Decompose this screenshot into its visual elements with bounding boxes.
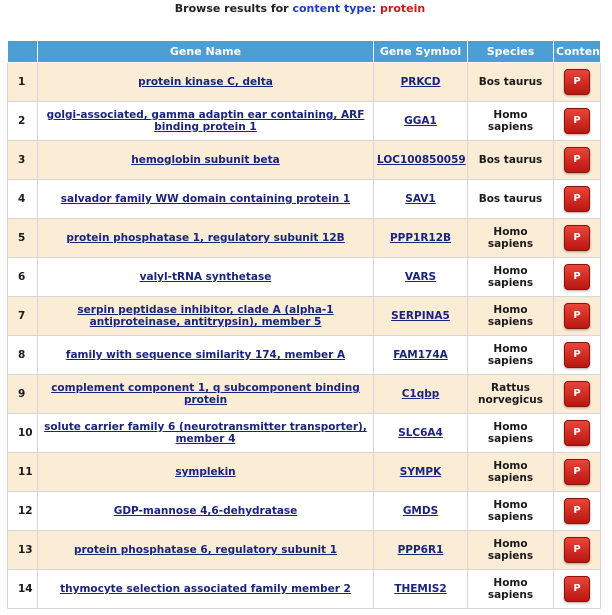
protein-content-button[interactable]: P [564, 342, 590, 368]
contents-cell [554, 258, 601, 297]
gene-name-link[interactable]: serpin peptidase inhibitor, clade A (alpha-1 antiproteinase, antitrypsin), member 5 [77, 304, 334, 328]
heading-value: protein [380, 2, 426, 15]
gene-name-link[interactable]: protein kinase C, delta [138, 76, 273, 88]
species-cell: Homo sapiens [468, 102, 554, 141]
gene-symbol-cell [374, 453, 468, 492]
contents-cell [554, 141, 601, 180]
gene-symbol-link[interactable]: FAM174A [393, 349, 448, 361]
species-cell: Homo sapiens [468, 258, 554, 297]
row-number: 11 [8, 453, 38, 492]
gene-name-link[interactable]: thymocyte selection associated family member 2 [60, 583, 351, 595]
species-cell: Rattus norvegicus [468, 375, 554, 414]
heading-prefix: Browse results for [174, 2, 289, 15]
table-row [8, 258, 601, 297]
gene-name-cell [38, 375, 374, 414]
results-heading [0, 2, 600, 15]
table-row [8, 219, 601, 258]
table-row [8, 414, 601, 453]
contents-cell [554, 492, 601, 531]
gene-symbol-link[interactable]: SAV1 [405, 193, 436, 205]
gene-symbol-cell [374, 219, 468, 258]
gene-name-cell [38, 531, 374, 570]
gene-symbol-link[interactable]: PPP1R12B [389, 232, 452, 244]
row-number: 4 [8, 180, 38, 219]
gene-name-link[interactable]: protein phosphatase 6, regulatory subunit 1 [73, 544, 338, 556]
gene-name-cell [38, 297, 374, 336]
gene-name-cell [38, 63, 374, 102]
contents-cell [554, 375, 601, 414]
column-header-gene-name[interactable]: Gene Name [38, 41, 374, 63]
gene-symbol-link[interactable]: SYMPK [399, 466, 442, 478]
contents-cell [554, 531, 601, 570]
species-cell: Homo sapiens [468, 297, 554, 336]
protein-content-button[interactable]: P [564, 459, 590, 485]
table-row [8, 492, 601, 531]
gene-symbol-link[interactable]: C1qbp [401, 388, 440, 400]
heading-key: content type: [292, 2, 377, 15]
gene-name-cell [38, 258, 374, 297]
table-row [8, 102, 601, 141]
gene-name-cell [38, 219, 374, 258]
species-cell: Homo sapiens [468, 414, 554, 453]
species-cell: Homo sapiens [468, 531, 554, 570]
gene-name-cell [38, 141, 374, 180]
gene-name-link[interactable]: symplekin [175, 466, 236, 478]
gene-symbol-cell [374, 492, 468, 531]
protein-content-button[interactable]: P [564, 498, 590, 524]
results-table [7, 40, 612, 609]
protein-content-button[interactable]: P [564, 147, 590, 173]
gene-symbol-cell [374, 102, 468, 141]
table-row [8, 141, 601, 180]
table-row [8, 63, 601, 102]
species-cell: Bos taurus [468, 141, 554, 180]
table-row [8, 570, 601, 609]
column-header-contents: Contents [554, 41, 601, 63]
gene-symbol-cell [374, 141, 468, 180]
contents-cell [554, 63, 601, 102]
contents-cell [554, 180, 601, 219]
contents-cell [554, 336, 601, 375]
gene-name-cell [38, 102, 374, 141]
gene-name-cell [38, 453, 374, 492]
gene-symbol-link[interactable]: GGA1 [404, 115, 437, 127]
column-header-species[interactable]: Species [468, 41, 554, 63]
table-row [8, 180, 601, 219]
species-cell: Homo sapiens [468, 570, 554, 609]
gene-symbol-link[interactable]: SLC6A4 [398, 427, 443, 439]
gene-name-link[interactable]: complement component 1, q subcomponent binding protein [51, 382, 360, 406]
table-body [8, 63, 601, 609]
gene-name-link[interactable]: solute carrier family 6 (neurotransmitter transporter), member 4 [44, 421, 367, 445]
gene-symbol-cell [374, 570, 468, 609]
column-header-gene-symbol[interactable]: Gene Symbol [374, 41, 468, 63]
gene-symbol-link[interactable]: PRKCD [400, 76, 441, 88]
gene-name-cell [38, 414, 374, 453]
table-row [8, 453, 601, 492]
table-header-row [8, 41, 601, 63]
gene-symbol-link[interactable]: LOC100850059 [377, 154, 466, 166]
row-number: 8 [8, 336, 38, 375]
gene-name-link[interactable]: golgi-associated, gamma adaptin ear containing, ARF binding protein 1 [46, 109, 365, 133]
gene-name-cell [38, 570, 374, 609]
species-cell: Homo sapiens [468, 336, 554, 375]
gene-symbol-cell [374, 414, 468, 453]
gene-name-link[interactable]: hemoglobin subunit beta [131, 154, 280, 166]
column-header-index [8, 41, 38, 63]
row-number: 12 [8, 492, 38, 531]
protein-content-button[interactable]: P [564, 186, 590, 212]
row-number: 9 [8, 375, 38, 414]
gene-symbol-cell [374, 336, 468, 375]
table-row [8, 531, 601, 570]
protein-content-button[interactable]: P [564, 303, 590, 329]
contents-cell [554, 414, 601, 453]
gene-symbol-link[interactable]: SERPINA5 [391, 310, 450, 322]
gene-name-link[interactable]: valyl-tRNA synthetase [139, 271, 272, 283]
protein-content-button[interactable]: P [564, 108, 590, 134]
gene-symbol-cell [374, 180, 468, 219]
table-row [8, 297, 601, 336]
gene-symbol-link[interactable]: VARS [404, 271, 437, 283]
gene-symbol-cell [374, 297, 468, 336]
row-number: 1 [8, 63, 38, 102]
contents-cell [554, 102, 601, 141]
contents-cell [554, 570, 601, 609]
gene-symbol-link[interactable]: PPP6R1 [397, 544, 444, 556]
row-number: 2 [8, 102, 38, 141]
protein-content-button[interactable]: P [564, 381, 590, 407]
gene-name-link[interactable]: GDP-mannose 4,6-dehydratase [113, 505, 298, 517]
row-number: 5 [8, 219, 38, 258]
table-row [8, 336, 601, 375]
contents-cell [554, 219, 601, 258]
row-number: 14 [8, 570, 38, 609]
species-cell: Homo sapiens [468, 453, 554, 492]
gene-symbol-cell [374, 63, 468, 102]
species-cell: Bos taurus [468, 180, 554, 219]
contents-cell [554, 297, 601, 336]
contents-cell [554, 453, 601, 492]
protein-content-button[interactable]: P [564, 225, 590, 251]
gene-symbol-cell [374, 531, 468, 570]
gene-name-link[interactable]: family with sequence similarity 174, member A [65, 349, 346, 361]
protein-content-button[interactable]: P [564, 69, 590, 95]
row-number: 10 [8, 414, 38, 453]
species-cell: Bos taurus [468, 63, 554, 102]
species-cell: Homo sapiens [468, 492, 554, 531]
gene-name-cell [38, 336, 374, 375]
row-number: 6 [8, 258, 38, 297]
gene-symbol-cell [374, 258, 468, 297]
row-number: 3 [8, 141, 38, 180]
protein-content-button[interactable]: P [564, 576, 590, 602]
row-number: 13 [8, 531, 38, 570]
gene-symbol-link[interactable]: THEMIS2 [394, 583, 447, 595]
gene-name-cell [38, 180, 374, 219]
gene-name-link[interactable]: protein phosphatase 1, regulatory subunit 12B [66, 232, 345, 244]
gene-name-link[interactable]: salvador family WW domain containing protein 1 [60, 193, 351, 205]
gene-name-cell [38, 492, 374, 531]
protein-content-button[interactable]: P [564, 537, 590, 563]
table-row [8, 375, 601, 414]
protein-content-button[interactable]: P [564, 420, 590, 446]
gene-symbol-link[interactable]: GMDS [402, 505, 439, 517]
species-cell: Homo sapiens [468, 219, 554, 258]
row-number: 7 [8, 297, 38, 336]
gene-symbol-cell [374, 375, 468, 414]
protein-content-button[interactable]: P [564, 264, 590, 290]
